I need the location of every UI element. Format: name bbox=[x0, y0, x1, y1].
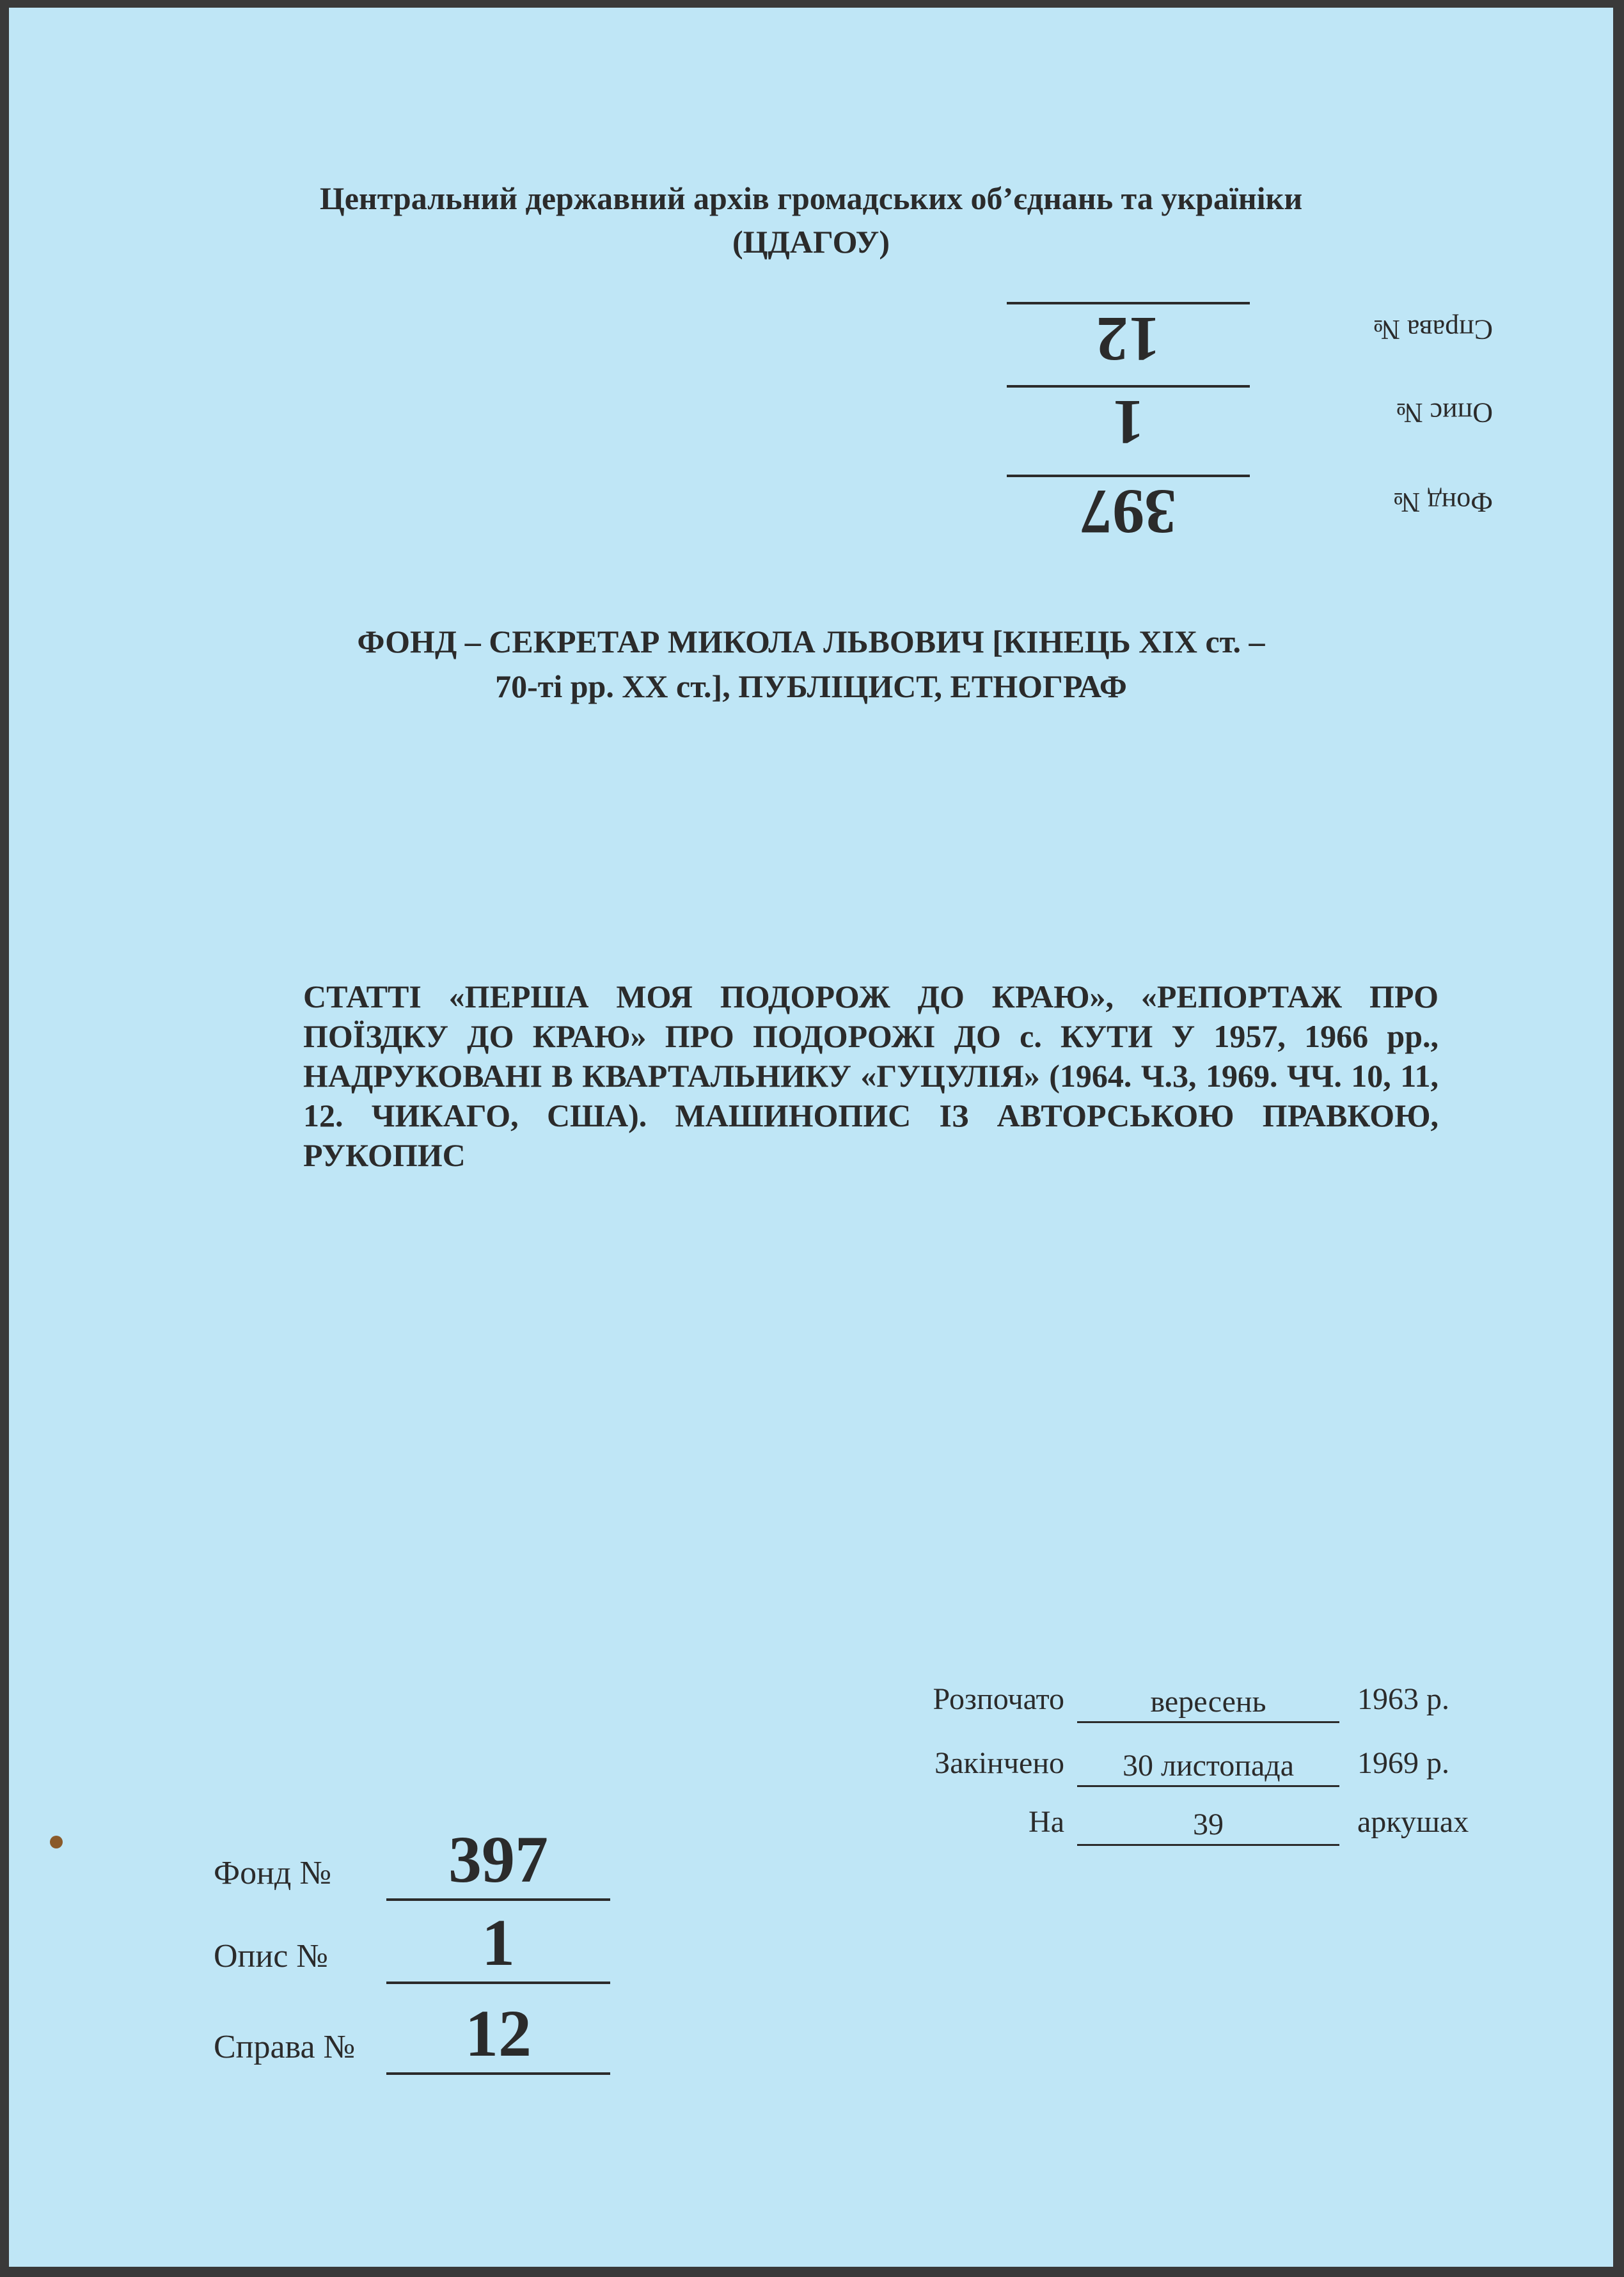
inverted-sprava-label: Справа № bbox=[1373, 314, 1493, 345]
sheet-count-line bbox=[1077, 1844, 1339, 1846]
fond-title-line-1: ФОНД – СЕКРЕТАР МИКОЛА ЛЬВОВИЧ [КІНЕЦЬ XIX ст. – bbox=[357, 624, 1265, 659]
sheet-count-row bbox=[860, 1793, 1531, 1851]
inverted-opys-row bbox=[1007, 385, 1493, 458]
inverted-sprava-row bbox=[1007, 302, 1493, 375]
fond-title-line-2: 70-ті рр. XX ст.], ПУБЛІЦИСТ, ЕТНОГРАФ bbox=[495, 668, 1127, 704]
inverted-fond-line bbox=[1007, 475, 1250, 477]
bottom-opys-label: Опис № bbox=[214, 1938, 328, 1974]
inverted-opys-line bbox=[1007, 385, 1250, 388]
bottom-opys-line bbox=[386, 1982, 610, 1984]
sheet-count-value: 39 bbox=[1193, 1808, 1224, 1841]
inverted-opys-value: 1 bbox=[1112, 387, 1144, 458]
bottom-sprava-row bbox=[214, 1997, 623, 2080]
inverted-opys-label: Опис № bbox=[1396, 397, 1493, 429]
date-started-year: 1963 р. bbox=[1357, 1682, 1449, 1716]
inverted-stamp bbox=[1007, 302, 1493, 548]
bottom-opys-row bbox=[214, 1906, 623, 1989]
date-ended-value: 30 листопада bbox=[1122, 1749, 1294, 1783]
date-started-value: вересень bbox=[1150, 1685, 1266, 1719]
bottom-fond-row bbox=[214, 1823, 623, 1906]
date-ended-year: 1969 р. bbox=[1357, 1746, 1449, 1780]
archive-name: Центральний державний архів громадських об’єднань та україніки bbox=[319, 180, 1303, 216]
archive-cover-sheet bbox=[9, 8, 1613, 2267]
bottom-fond-line bbox=[386, 1898, 610, 1901]
inverted-fond-label: Фонд № bbox=[1393, 487, 1493, 518]
date-started-row bbox=[860, 1671, 1531, 1728]
date-started-label: Розпочато bbox=[933, 1682, 1064, 1716]
sheet-count-suffix: аркушах bbox=[1357, 1805, 1469, 1839]
archive-abbreviation: (ЦДАГОУ) bbox=[732, 224, 890, 260]
file-description: СТАТТІ «ПЕРША МОЯ ПОДОРОЖ ДО КРАЮ», «РЕПОРТАЖ ПРО ПОЇЗДКУ ДО КРАЮ» ПРО ПОДОРОЖІ ДО с. КУТИ У 1957, 1966 рр., НАДРУКОВАНІ В КВАРТАЛЬНИКУ «ГУЦУЛІЯ» (1964. Ч.3, 1969. ЧЧ. 10, 11, 12. ЧИКАГО, США). МАШИНОПИС ІЗ АВТОРСЬКОЮ ПРАВКОЮ, РУКОПИС bbox=[303, 979, 1439, 1173]
bottom-fond-value: 397 bbox=[448, 1823, 548, 1896]
sheet-count-label: На bbox=[1029, 1805, 1064, 1839]
bottom-sprava-line bbox=[386, 2072, 610, 2075]
inverted-sprava-value: 12 bbox=[1096, 304, 1160, 375]
bottom-sprava-value: 12 bbox=[465, 1997, 532, 2070]
bottom-sprava-label: Справа № bbox=[214, 2029, 356, 2065]
date-ended-label: Закінчено bbox=[934, 1746, 1064, 1780]
paper-blemish bbox=[50, 1836, 63, 1848]
bottom-opys-value: 1 bbox=[482, 1906, 515, 1980]
date-started-line bbox=[1077, 1721, 1339, 1723]
date-ended-line bbox=[1077, 1785, 1339, 1787]
inverted-fond-value: 397 bbox=[1080, 477, 1176, 548]
inverted-sprava-line bbox=[1007, 302, 1250, 304]
inverted-fond-row bbox=[1007, 475, 1493, 548]
bottom-fond-label: Фонд № bbox=[214, 1855, 331, 1891]
date-ended-row bbox=[860, 1735, 1531, 1792]
